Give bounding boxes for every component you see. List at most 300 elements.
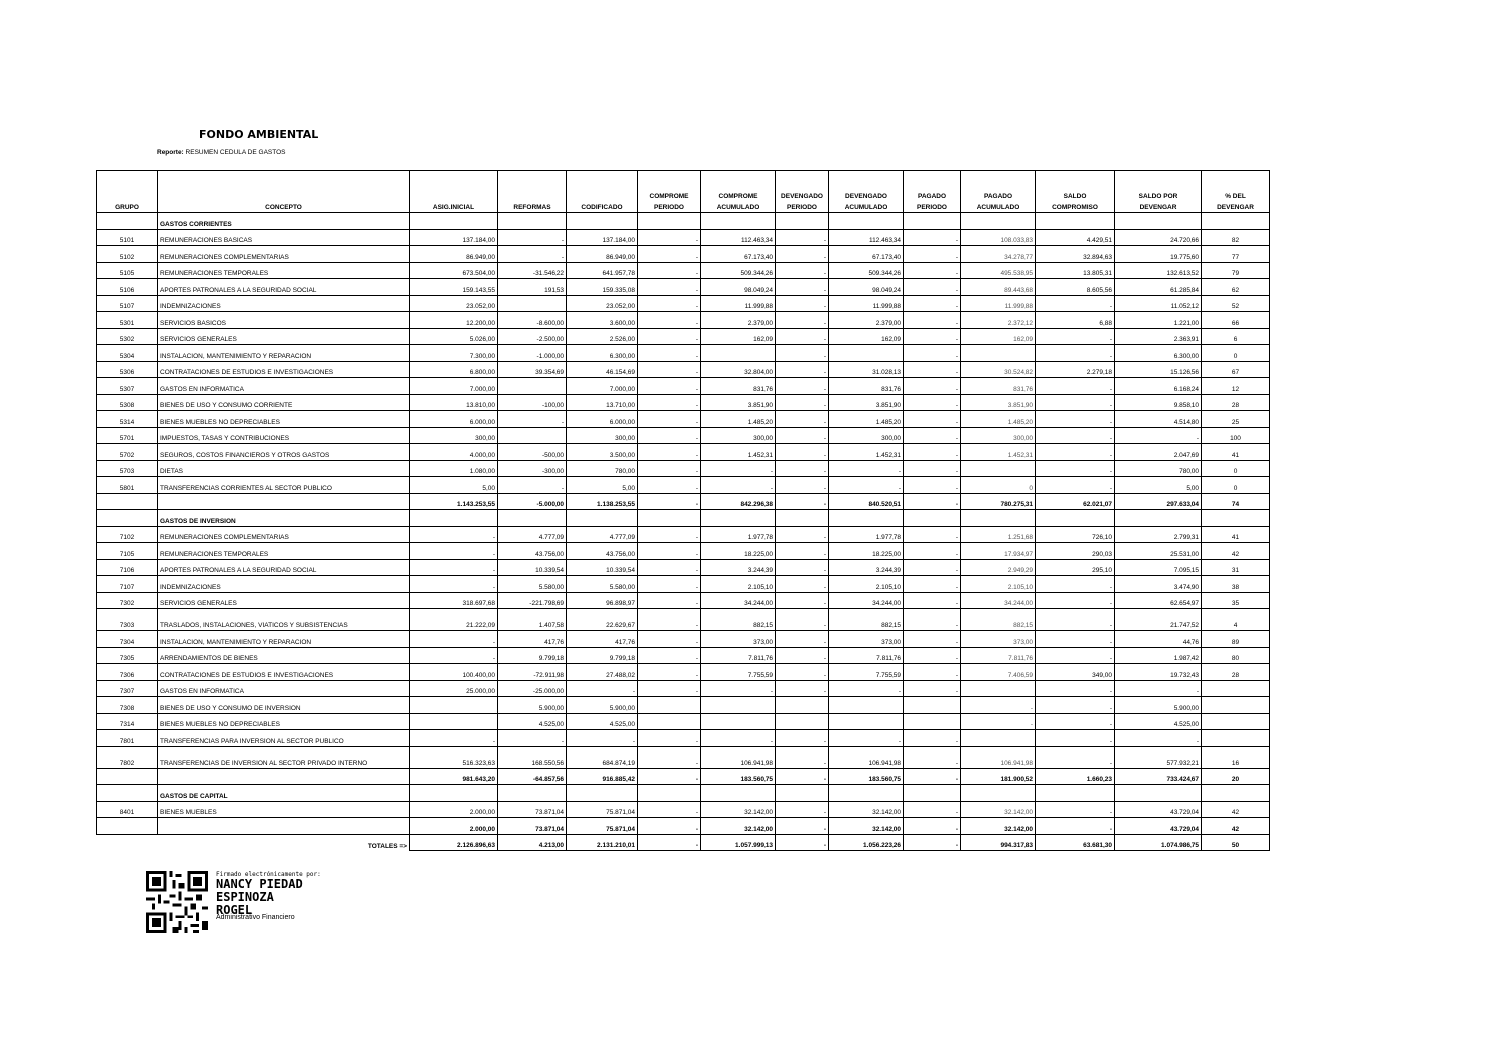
column-header: PERIODO — [776, 201, 829, 213]
table-cell: -1.000,00 — [498, 345, 567, 362]
section-row — [97, 213, 1270, 230]
table-cell: 100 — [1202, 427, 1270, 444]
table-cell: 1.485,20 — [701, 411, 776, 428]
table-cell: 300,00 — [829, 427, 904, 444]
table-cell — [1036, 213, 1115, 230]
table-cell: 13.710,00 — [567, 394, 638, 411]
table-cell: - — [638, 559, 701, 576]
table-cell: 5.900,00 — [498, 697, 567, 714]
table-cell — [961, 460, 1036, 477]
table-cell: - — [638, 279, 701, 296]
table-cell: 23.052,00 — [410, 295, 498, 312]
table-cell: - — [776, 345, 829, 362]
table-cell: 3.600,00 — [567, 312, 638, 329]
table-cell: - — [638, 543, 701, 560]
table-cell: - — [776, 664, 829, 681]
table-cell: -221.798,69 — [498, 592, 567, 609]
table-cell: 16 — [1202, 746, 1270, 768]
table-row — [97, 713, 1270, 730]
concept-cell: APORTES PATRONALES A LA SEGURIDAD SOCIAL — [158, 559, 410, 576]
table-cell: 137.184,00 — [567, 229, 638, 246]
table-cell: 44,76 — [1115, 631, 1202, 648]
table-cell: - — [904, 730, 961, 747]
table-cell — [904, 697, 961, 714]
table-cell: 89.443,68 — [961, 279, 1036, 296]
table-cell: - — [1115, 730, 1202, 747]
table-cell: - — [1115, 427, 1202, 444]
report-subtitle — [157, 149, 285, 156]
table-cell — [1115, 510, 1202, 527]
table-cell: 15.126,56 — [1115, 361, 1202, 378]
table-cell: - — [638, 801, 701, 818]
table-cell: 10.339,54 — [498, 559, 567, 576]
signer-name-1: NANCY PIEDAD — [216, 877, 303, 891]
table-cell: -64.857,56 — [498, 768, 567, 785]
table-cell: 17.934,97 — [961, 543, 1036, 560]
table-cell: - — [638, 576, 701, 593]
table-cell: 1.143.253,55 — [410, 493, 498, 510]
concept-cell: TRANSFERENCIAS DE INVERSION AL SECTOR PRIVADO INTERNO — [158, 746, 410, 768]
table-row — [97, 427, 1270, 444]
table-cell: - — [776, 378, 829, 395]
group-code-cell: 7308 — [97, 697, 158, 714]
table-cell: 4.777,09 — [567, 526, 638, 543]
table-cell: 6.000,00 — [410, 411, 498, 428]
table-cell: - — [638, 526, 701, 543]
table-row — [97, 477, 1270, 494]
table-cell: - — [904, 378, 961, 395]
table-cell: 32.142,00 — [701, 801, 776, 818]
table-cell: 80 — [1202, 647, 1270, 664]
table-cell: 7.755,59 — [829, 664, 904, 681]
table-cell: - — [776, 477, 829, 494]
table-cell: 67 — [1202, 361, 1270, 378]
table-cell: 5.580,00 — [498, 576, 567, 593]
table-cell: 300,00 — [961, 427, 1036, 444]
column-header: COMPROME — [638, 171, 701, 202]
table-cell: 112.463,34 — [829, 229, 904, 246]
table-cell: 43.729,04 — [1115, 818, 1202, 835]
table-cell: - — [904, 427, 961, 444]
group-code-cell: 5308 — [97, 394, 158, 411]
table-cell: 2.000,00 — [410, 818, 498, 835]
table-row — [97, 411, 1270, 428]
table-cell: -500,00 — [498, 444, 567, 461]
table-cell: 684.874,19 — [567, 746, 638, 768]
table-cell: 882,15 — [701, 609, 776, 631]
table-cell: 297.633,04 — [1115, 493, 1202, 510]
table-cell: 46.154,69 — [567, 361, 638, 378]
table-cell — [1202, 730, 1270, 747]
table-cell: 1.452,31 — [829, 444, 904, 461]
table-cell: 42 — [1202, 543, 1270, 560]
column-header: ACUMULADO — [701, 201, 776, 213]
table-cell: 9.799,18 — [498, 647, 567, 664]
electronic-signature — [146, 871, 346, 933]
table-cell: 13.810,00 — [410, 394, 498, 411]
table-cell: 32.894,63 — [1036, 246, 1115, 263]
table-cell: 5,00 — [567, 477, 638, 494]
table-cell — [1115, 785, 1202, 802]
table-cell: - — [410, 647, 498, 664]
table-cell: - — [638, 460, 701, 477]
table-cell: 62.021,07 — [1036, 493, 1115, 510]
table-cell — [1202, 697, 1270, 714]
table-cell: 159.143,55 — [410, 279, 498, 296]
table-cell: - — [961, 713, 1036, 730]
concept-cell: TRANSFERENCIAS CORRIENTES AL SECTOR PUBLICO — [158, 477, 410, 494]
table-cell: 32.142,00 — [829, 818, 904, 835]
group-code-cell: 5304 — [97, 345, 158, 362]
table-cell: 19.775,60 — [1115, 246, 1202, 263]
table-cell — [904, 785, 961, 802]
table-cell: - — [904, 818, 961, 835]
table-cell — [638, 697, 701, 714]
table-cell: 32.142,00 — [701, 818, 776, 835]
table-cell: - — [701, 477, 776, 494]
table-cell: - — [1036, 427, 1115, 444]
table-cell: 22.629,67 — [567, 609, 638, 631]
table-cell: - — [1036, 394, 1115, 411]
concept-cell: BIENES MUEBLES — [158, 801, 410, 818]
table-cell: - — [776, 730, 829, 747]
concept-cell: APORTES PATRONALES A LA SEGURIDAD SOCIAL — [158, 279, 410, 296]
table-cell: 994.317,83 — [961, 834, 1036, 851]
table-cell: - — [776, 543, 829, 560]
table-cell — [904, 213, 961, 230]
concept-cell: CONTRATACIONES DE ESTUDIOS E INVESTIGACIONES — [158, 664, 410, 681]
table-cell — [829, 713, 904, 730]
table-cell: 780,00 — [567, 460, 638, 477]
table-cell: 77 — [1202, 246, 1270, 263]
table-cell: 3.244,39 — [829, 559, 904, 576]
table-cell: 2.949,29 — [961, 559, 1036, 576]
group-code-cell: 7302 — [97, 592, 158, 609]
table-cell: - — [829, 730, 904, 747]
table-cell: 1.221,00 — [1115, 312, 1202, 329]
table-cell: - — [1036, 592, 1115, 609]
table-cell: - — [410, 576, 498, 593]
table-cell — [638, 713, 701, 730]
table-cell — [829, 510, 904, 527]
table-cell — [701, 713, 776, 730]
table-cell: 75.871,04 — [567, 801, 638, 818]
table-cell: - — [1036, 444, 1115, 461]
table-cell: 20 — [1202, 768, 1270, 785]
table-cell: 2.126.896,63 — [410, 834, 498, 851]
table-cell: 673.504,00 — [410, 262, 498, 279]
group-code-cell: 5306 — [97, 361, 158, 378]
table-cell: - — [638, 295, 701, 312]
table-cell: 4 — [1202, 609, 1270, 631]
table-cell — [961, 345, 1036, 362]
table-cell: - — [904, 460, 961, 477]
group-code-cell: 5101 — [97, 229, 158, 246]
concept-cell — [158, 818, 410, 835]
concept-cell: REMUNERACIONES COMPLEMENTARIAS — [158, 246, 410, 263]
table-cell: 75.871,04 — [567, 818, 638, 835]
table-cell — [638, 785, 701, 802]
table-cell: - — [904, 312, 961, 329]
table-cell: 9.799,18 — [567, 647, 638, 664]
header-row — [97, 201, 1270, 213]
table-cell: 162,09 — [829, 328, 904, 345]
table-row — [97, 559, 1270, 576]
table-cell: - — [1036, 576, 1115, 593]
column-header — [97, 171, 158, 202]
concept-cell: SERVICIOS BASICOS — [158, 312, 410, 329]
table-cell: 43.756,00 — [498, 543, 567, 560]
table-cell: 62.654,97 — [1115, 592, 1202, 609]
column-header: % DEL — [1202, 171, 1270, 202]
concept-cell: SERVICIOS GENERALES — [158, 328, 410, 345]
report-value: RESUMEN CEDULA DE GASTOS — [185, 149, 286, 156]
group-code-cell: 7102 — [97, 526, 158, 543]
table-cell: - — [638, 768, 701, 785]
table-cell: 82 — [1202, 229, 1270, 246]
table-cell: 7.811,76 — [961, 647, 1036, 664]
table-cell: - — [904, 493, 961, 510]
group-code-cell: 5107 — [97, 295, 158, 312]
table-row — [97, 746, 1270, 768]
table-cell: 18.225,00 — [701, 543, 776, 560]
table-cell — [829, 345, 904, 362]
table-cell: 417,76 — [567, 631, 638, 648]
table-cell: - — [904, 609, 961, 631]
table-row — [97, 279, 1270, 296]
table-cell: 42 — [1202, 818, 1270, 835]
table-cell: -100,00 — [498, 394, 567, 411]
table-cell: 30.524,82 — [961, 361, 1036, 378]
table-cell: 290,03 — [1036, 543, 1115, 560]
table-cell: 10.339,54 — [567, 559, 638, 576]
table-cell: 882,15 — [829, 609, 904, 631]
table-cell: - — [638, 427, 701, 444]
table-cell: - — [498, 229, 567, 246]
table-cell: 11.999,88 — [701, 295, 776, 312]
column-header: DEVENGAR — [1202, 201, 1270, 213]
table-row — [97, 328, 1270, 345]
table-cell: 23.052,00 — [567, 295, 638, 312]
concept-cell: INDEMNIZACIONES — [158, 295, 410, 312]
table-cell: 5,00 — [410, 477, 498, 494]
table-cell — [776, 785, 829, 802]
table-cell: 2.279,18 — [1036, 361, 1115, 378]
table-cell: 6.000,00 — [567, 411, 638, 428]
table-cell: 733.424,67 — [1115, 768, 1202, 785]
table-row — [97, 394, 1270, 411]
table-cell: 24.720,66 — [1115, 229, 1202, 246]
table-cell: - — [904, 834, 961, 851]
column-header: PERIODO — [904, 201, 961, 213]
table-cell: -31.546,22 — [498, 262, 567, 279]
table-cell: 31.028,13 — [829, 361, 904, 378]
table-cell — [498, 378, 567, 395]
table-cell: 5.026,00 — [410, 328, 498, 345]
table-row — [97, 730, 1270, 747]
group-code-cell: 7802 — [97, 746, 158, 768]
table-cell — [638, 213, 701, 230]
table-cell: - — [904, 295, 961, 312]
table-cell — [829, 785, 904, 802]
table-cell: 96.898,97 — [567, 592, 638, 609]
table-cell: - — [410, 559, 498, 576]
table-cell: 41 — [1202, 526, 1270, 543]
group-code-cell: 7304 — [97, 631, 158, 648]
concept-cell: BIENES DE USO Y CONSUMO CORRIENTE — [158, 394, 410, 411]
table-cell: 5.900,00 — [567, 697, 638, 714]
table-cell — [410, 510, 498, 527]
group-code-cell: 5102 — [97, 246, 158, 263]
table-row — [97, 361, 1270, 378]
table-cell: 159.335,08 — [567, 279, 638, 296]
table-cell: 19.732,43 — [1115, 664, 1202, 681]
table-cell — [829, 213, 904, 230]
table-cell: 13.805,31 — [1036, 262, 1115, 279]
table-cell: - — [638, 631, 701, 648]
table-cell: - — [904, 801, 961, 818]
table-cell: 25.531,00 — [1115, 543, 1202, 560]
table-cell: 4.514,80 — [1115, 411, 1202, 428]
table-cell: - — [904, 526, 961, 543]
table-cell: - — [904, 680, 961, 697]
table-cell: - — [904, 444, 961, 461]
concept-cell: CONTRATACIONES DE ESTUDIOS E INVESTIGACIONES — [158, 361, 410, 378]
table-cell: 2.526,00 — [567, 328, 638, 345]
table-cell: - — [498, 246, 567, 263]
column-header — [498, 171, 567, 202]
table-cell — [776, 713, 829, 730]
table-cell: -72.911,98 — [498, 664, 567, 681]
column-header: SALDO — [1036, 171, 1115, 202]
table-cell: 32.142,00 — [961, 818, 1036, 835]
table-cell: 25.000,00 — [410, 680, 498, 697]
column-header: SALDO POR — [1115, 171, 1202, 202]
table-cell: 1.251,68 — [961, 526, 1036, 543]
table-cell: 66 — [1202, 312, 1270, 329]
table-cell: 12.200,00 — [410, 312, 498, 329]
table-cell — [1202, 510, 1270, 527]
table-cell: - — [904, 576, 961, 593]
group-code-cell: 7105 — [97, 543, 158, 560]
table-cell: 3.851,90 — [961, 394, 1036, 411]
table-cell: 300,00 — [567, 427, 638, 444]
table-cell: - — [904, 647, 961, 664]
table-cell — [904, 510, 961, 527]
table-cell: 6 — [1202, 328, 1270, 345]
concept-cell: BIENES MUEBLES NO DEPRECIABLES — [158, 411, 410, 428]
table-cell: 7.811,76 — [829, 647, 904, 664]
table-cell: -25.000,00 — [498, 680, 567, 697]
concept-cell: REMUNERACIONES TEMPORALES — [158, 262, 410, 279]
table-cell: 21.747,52 — [1115, 609, 1202, 631]
table-cell: - — [776, 262, 829, 279]
table-cell: - — [638, 328, 701, 345]
table-cell: - — [638, 592, 701, 609]
table-cell: 32.142,00 — [829, 801, 904, 818]
table-cell: - — [1036, 818, 1115, 835]
table-cell — [701, 697, 776, 714]
table-row — [97, 246, 1270, 263]
table-cell: - — [776, 559, 829, 576]
concept-cell: GASTOS DE INVERSION — [158, 510, 410, 527]
table-cell: 31 — [1202, 559, 1270, 576]
table-cell: - — [776, 493, 829, 510]
table-row — [97, 345, 1270, 362]
table-cell: - — [638, 312, 701, 329]
table-cell — [701, 785, 776, 802]
signer-name-2: ESPINOZA — [216, 890, 274, 904]
group-code-cell: 7801 — [97, 730, 158, 747]
table-cell: 840.520,51 — [829, 493, 904, 510]
table-cell: 373,00 — [961, 631, 1036, 648]
table-cell: - — [776, 328, 829, 345]
table-cell: 106.941,98 — [701, 746, 776, 768]
table-cell: 5.580,00 — [567, 576, 638, 593]
table-cell: - — [701, 680, 776, 697]
total-row — [97, 493, 1270, 510]
table-cell: - — [776, 361, 829, 378]
table-cell: 34.244,00 — [961, 592, 1036, 609]
concept-cell: INSTALACION, MANTENIMIENTO Y REPARACION — [158, 345, 410, 362]
table-cell: 34.278,77 — [961, 246, 1036, 263]
table-cell: 98.049,24 — [701, 279, 776, 296]
signature-text — [216, 871, 321, 917]
signature-caption: Firmado electrónicamente por: — [216, 871, 321, 878]
table-cell: - — [1036, 746, 1115, 768]
table-cell: - — [638, 229, 701, 246]
table-cell: - — [1036, 328, 1115, 345]
table-row — [97, 526, 1270, 543]
table-cell: - — [638, 680, 701, 697]
table-cell: 4.213,00 — [498, 834, 567, 851]
table-cell: - — [701, 460, 776, 477]
table-cell: - — [1036, 647, 1115, 664]
group-code-cell — [97, 510, 158, 527]
table-cell — [1202, 680, 1270, 697]
table-cell: 50 — [1202, 834, 1270, 851]
table-cell: - — [638, 647, 701, 664]
table-cell: 3.474,90 — [1115, 576, 1202, 593]
table-row — [97, 631, 1270, 648]
table-cell: 842.296,38 — [701, 493, 776, 510]
table-cell: 112.463,34 — [701, 229, 776, 246]
table-cell: - — [1036, 477, 1115, 494]
column-header — [567, 171, 638, 202]
table-cell — [410, 713, 498, 730]
table-cell: 34.244,00 — [701, 592, 776, 609]
table-cell: 6,88 — [1036, 312, 1115, 329]
table-cell: 106.941,98 — [829, 746, 904, 768]
table-cell: 32.804,00 — [701, 361, 776, 378]
table-cell: 38 — [1202, 576, 1270, 593]
table-cell: -5.000,00 — [498, 493, 567, 510]
table-cell: - — [904, 394, 961, 411]
group-code-cell: 5701 — [97, 427, 158, 444]
table-cell: - — [776, 279, 829, 296]
table-cell: - — [1036, 411, 1115, 428]
concept-cell: DIETAS — [158, 460, 410, 477]
table-cell: 1.080,00 — [410, 460, 498, 477]
table-cell — [776, 510, 829, 527]
table-cell — [498, 295, 567, 312]
table-cell: - — [1036, 713, 1115, 730]
table-cell: - — [1036, 631, 1115, 648]
column-header: CONCEPTO — [158, 201, 410, 213]
table-row — [97, 378, 1270, 395]
table-row — [97, 664, 1270, 681]
table-cell: 780,00 — [1115, 460, 1202, 477]
